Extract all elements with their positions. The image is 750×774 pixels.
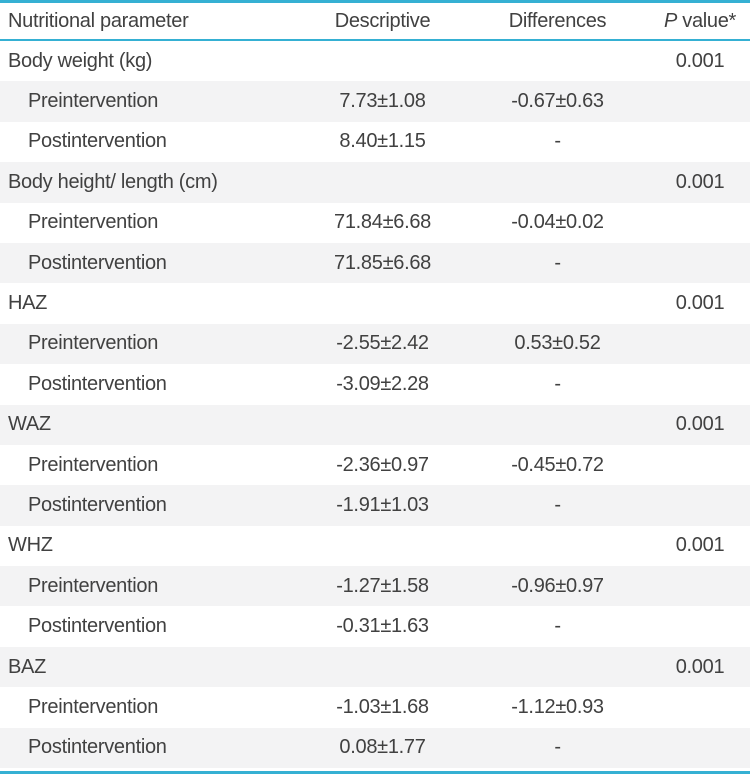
- difference-value: -: [554, 736, 561, 759]
- p-value-cell: 0.001: [675, 170, 725, 193]
- difference-value: -: [554, 615, 561, 638]
- data-row-postintervention: [0, 243, 750, 283]
- parameter-label: BAZ: [8, 655, 46, 678]
- parameter-label: HAZ: [8, 292, 48, 315]
- descriptive-value: -2.55±2.42: [336, 332, 429, 355]
- parameter-label: Body weight (kg): [8, 49, 153, 72]
- row-label: Preintervention: [28, 453, 159, 476]
- descriptive-value: 71.85±6.68: [334, 251, 431, 274]
- descriptive-value: 8.40±1.15: [339, 130, 426, 153]
- descriptive-value: -1.27±1.58: [336, 574, 429, 597]
- descriptive-value: 0.08±1.77: [339, 736, 426, 759]
- data-row-preintervention: [0, 445, 750, 485]
- data-row-postintervention: [0, 485, 750, 525]
- p-value-cell: 0.001: [675, 292, 725, 315]
- parameter-label: Body height/ length (cm): [8, 170, 218, 193]
- difference-value: -: [554, 372, 561, 395]
- row-label: Postintervention: [28, 251, 167, 274]
- row-label: Postintervention: [28, 736, 167, 759]
- data-row-preintervention: [0, 566, 750, 606]
- data-row-postintervention: [0, 364, 750, 404]
- row-label: Preintervention: [28, 574, 159, 597]
- data-row-postintervention: [0, 728, 750, 768]
- row-label: Preintervention: [28, 695, 159, 718]
- difference-value: -: [554, 251, 561, 274]
- data-row-preintervention: [0, 203, 750, 243]
- data-row-preintervention: [0, 81, 750, 121]
- p-value-cell: 0.001: [675, 413, 725, 436]
- p-value-cell: 0.001: [675, 655, 725, 678]
- descriptive-value: -3.09±2.28: [336, 372, 429, 395]
- difference-value: -: [554, 493, 561, 516]
- parameter-row-body-weight: [0, 41, 750, 81]
- difference-value: -0.04±0.02: [511, 211, 604, 234]
- difference-value: -1.12±0.93: [511, 695, 604, 718]
- column-header-nutritional-parameter: Nutritional parameter: [8, 9, 189, 32]
- difference-value: 0.53±0.52: [514, 332, 601, 355]
- column-header-differences: Differences: [508, 9, 607, 32]
- descriptive-value: -2.36±0.97: [336, 453, 429, 476]
- descriptive-value: 71.84±6.68: [334, 211, 431, 234]
- difference-value: -0.96±0.97: [511, 574, 604, 597]
- p-value-cell: 0.001: [675, 49, 725, 72]
- row-label: Preintervention: [28, 211, 159, 234]
- difference-value: -0.45±0.72: [511, 453, 604, 476]
- difference-value: -: [554, 130, 561, 153]
- descriptive-value: -1.91±1.03: [336, 493, 429, 516]
- row-label: Postintervention: [28, 372, 167, 395]
- row-label: Preintervention: [28, 90, 159, 113]
- parameter-row-body-height: [0, 162, 750, 202]
- data-row-postintervention: [0, 122, 750, 162]
- row-label: Preintervention: [28, 332, 159, 355]
- parameter-row-whz: [0, 526, 750, 566]
- data-row-preintervention: [0, 324, 750, 364]
- descriptive-value: 7.73±1.08: [339, 90, 426, 113]
- column-header-descriptive: Descriptive: [334, 9, 431, 32]
- parameter-row-waz: [0, 405, 750, 445]
- parameter-label: WAZ: [8, 413, 51, 436]
- row-label: Postintervention: [28, 493, 167, 516]
- p-value-italic-p: P: [663, 9, 677, 32]
- data-row-postintervention: [0, 606, 750, 646]
- difference-value: -0.67±0.63: [511, 90, 604, 113]
- descriptive-value: -0.31±1.63: [336, 615, 429, 638]
- parameter-label: WHZ: [8, 534, 53, 557]
- column-header-p-value: [650, 10, 750, 33]
- p-value-cell: 0.001: [675, 534, 725, 557]
- data-row-preintervention: [0, 687, 750, 727]
- table-header-row: [0, 3, 750, 41]
- p-value-rest: value*: [676, 9, 737, 32]
- parameter-row-haz: [0, 283, 750, 323]
- descriptive-value: -1.03±1.68: [336, 695, 429, 718]
- row-label: Postintervention: [28, 615, 167, 638]
- parameter-row-baz: [0, 647, 750, 687]
- row-label: Postintervention: [28, 130, 167, 153]
